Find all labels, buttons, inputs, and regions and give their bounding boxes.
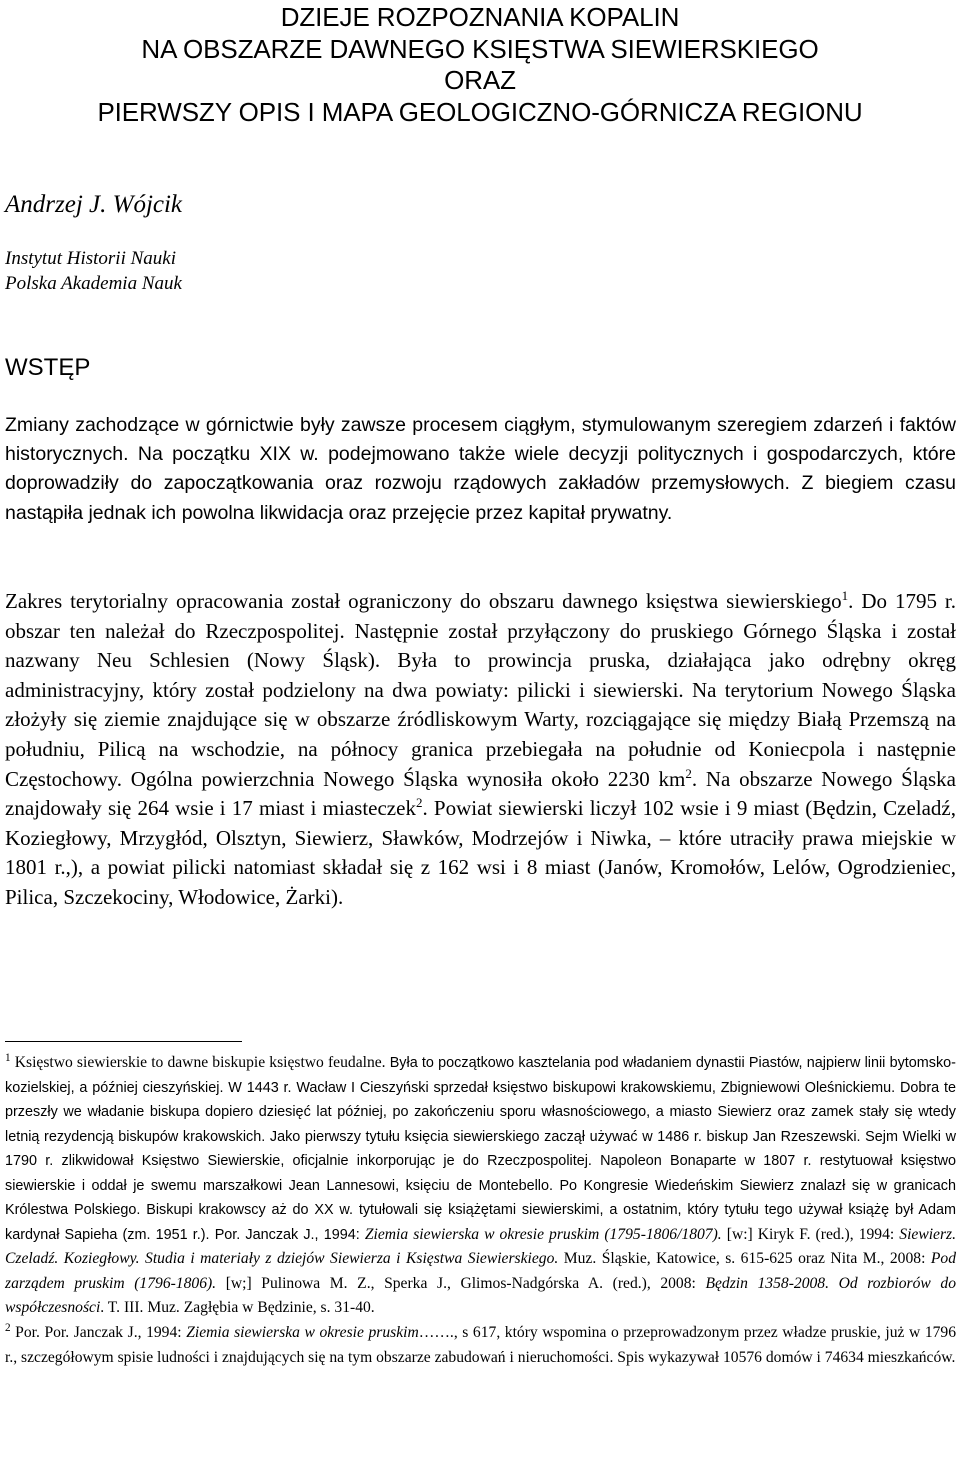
intro-paragraph: Zmiany zachodzące w górnictwie były zawsze procesem ciągłym, stymulowanym szeregiem zdarzeń i faktów historycznych. Na początku XIX w. podejmowano także wiele decyzji politycznych i gospodarczych, które doprowadziły do zapoczątkowania oraz rozwoju rządowych zakładów przemysłowych. Z biegiem czasu nastąpiła jednak ich powolna likwidacja oraz przejęcie przez kapitał prywatny. xyxy=(5,414,956,524)
footnote-ref-2[interactable]: 2 xyxy=(415,795,423,811)
title-line-4: PIERWSZY OPIS I MAPA GEOLOGICZNO-GÓRNICZA REGIONU xyxy=(97,96,863,127)
author-affiliation xyxy=(5,246,182,296)
body-text-1: Zakres terytorialny opracowania został ograniczony do obszaru dawnego księstwa siewierskiego xyxy=(5,589,842,613)
body-text-2: . Do 1795 r. obszar ten należał do Rzeczpospolitej. Następnie został przyłączony do pruskiego Górnego Śląska i został nazwany Neu Schlesien (Nowy Śląsk). Była to prowincja pruska, działająca jako odrębny okręg administracyjny, który został podzielony na dwa powiaty: pilicki i siewierski. xyxy=(5,589,956,702)
footnote-1-citation-4: Będzin 1358-2008. Od rozbiorów do współczesności xyxy=(5,1274,956,1317)
footnote-2 xyxy=(5,1321,956,1370)
footnote-1-text-a: Księstwo siewierskie to dawne biskupie księstwo feudalne. xyxy=(10,1054,390,1071)
footnote-separator xyxy=(5,1041,242,1042)
footnote-1-text-f: . T. III. Muz. Zagłębia w Będzinie, s. 31-40. xyxy=(100,1299,375,1317)
affiliation-academy: Polska Akademia Nauk xyxy=(5,273,182,294)
title-line-3: ORAZ xyxy=(444,65,516,95)
footnote-1 xyxy=(5,1051,956,1321)
footnote-2-number: 2 xyxy=(5,1321,11,1334)
footnote-1-text-e: [w;] Pulinowa M. Z., Sperka J., Glimos-Nadgórska A. (red.), 2008: xyxy=(216,1274,706,1292)
footnote-1-text-d: Muz. Śląskie, Katowice, s. 615-625 oraz Nita M., 2008: xyxy=(558,1250,931,1268)
author-name: Andrzej J. Wójcik xyxy=(5,191,183,218)
footnote-2-text-b: ……., s 617, który wspomina o przeprowadzonym przez władze pruskie, już w 1796 r., szczegółowym spisie ludności i znajdujących się na tym obszarze zabudowań i nieruchomości. Spis wykazywał 10576 domów i 74634 mieszkańców. xyxy=(5,1324,957,1366)
title-line-2: NA OBSZARZE DAWNEGO KSIĘSTWA SIEWIERSKIEGO xyxy=(141,33,819,64)
area-exponent: 2 xyxy=(685,765,692,781)
footnote-1-citation-1: Ziemia siewierska w okresie pruskim (1795-1806/1807). xyxy=(364,1225,722,1243)
footnote-1-citation-3: Pod zarządem pruskim (1796-1806). xyxy=(5,1250,957,1292)
body-paragraph xyxy=(5,587,956,913)
footnote-1-text-b: Była to początkowo kasztelania pod władaniem dynastii Piastów, najpierw linii bytomsko-kozielskiej, a później cieszyńskiej. W 1443 r. Wacław I Cieszyński sprzedał księstwo biskupowi krakowskiemu, Zbigniewowi Oleśnickiemu. Dobra te przeszły we władanie biskupa dopiero dziesięć lat później, po zakończeniu sporu własnościowego, a miasto Siewierz oraz zamek stały się wtedy letnią rezydencją biskupów krakowskich. Jako pierwszy tytułu księcia siewierskiego zaczął używać w 1486 r. biskup Jan Rzeszewski. Sejm Wielki w 1790 r. zlikwidował Księstwo Siewierskie, oficjalnie inkorporując je do Rzeczpospolitej. Napoleon Bonaparte w 1807 r. restytuował księstwo siewierskie i oddał je swemu marszałkowi Jean Lannesowi, księciu de Montebello. Po Kongresie Wiedeńskim Siewierz znalazł się w granicach Królestwa Polskiego. Biskupi krakowscy aż do XX w. tytułowali się książętami siewierskimi, a ostatnim, który tytułu tego używał książę był Adam kardynał Sapieha (zm. 1951 r.). Por. Janczak J., 1994: xyxy=(5,1055,956,1243)
footnote-1-number: 1 xyxy=(5,1051,11,1064)
document-title xyxy=(0,2,960,128)
footnote-1-citation-2: Siewierz. Czeladź. Koziegłowy. Studia i materiały z dziejów Siewierza i Księstwa Siewierskiego. xyxy=(5,1225,957,1268)
footnote-2-citation-1: Ziemia siewierska w okresie pruskim xyxy=(186,1324,419,1342)
affiliation-institute: Instytut Historii Nauki xyxy=(5,248,176,269)
footnote-ref-1[interactable]: 1 xyxy=(841,588,849,603)
body-text-4: . Na obszarze Nowego Śląska znajdowały się 264 wsie i 17 miast i miasteczek xyxy=(5,766,956,821)
body-text-3: Na terytorium Nowego Śląska złożyły się ziemie znajdujące się w obszarze źródliskowym Warty, rozciągające się między Białą Przemszą na południu, Pilicą na wschodzie, na północy granica przebiegała na południe od Koniecpola i następnie Częstochowy. Ogólna powierzchnia Nowego Śląska wynosiła około 2230 km xyxy=(5,677,956,791)
footnotes xyxy=(5,1051,956,1370)
footnote-1-text-c: [w:] Kiryk F. (red.), 1994: xyxy=(721,1225,900,1243)
section-heading: WSTĘP xyxy=(5,354,91,381)
title-line-1: DZIEJE ROZPOZNANIA KOPALIN xyxy=(280,2,680,32)
footnote-2-text-a: Por. Por. Janczak J., 1994: xyxy=(10,1324,187,1342)
body-text-5: . Powiat siewierski liczył 102 wsie i 9 miast (Będzin, Czeladź, Koziegłowy, Mrzygłód, Olsztyn, Siewierz, Sławków, Modrzejów i Niwka, – które utraciły prawa miejskie w 1801 r.,), a powiat pilicki natomiast składał się z 162 wsi i 8 miast (Janów, Kromołów, Lelów, Ogrodzieniec, Pilica, Szczekociny, Włodowice, Żarki). xyxy=(5,796,956,909)
